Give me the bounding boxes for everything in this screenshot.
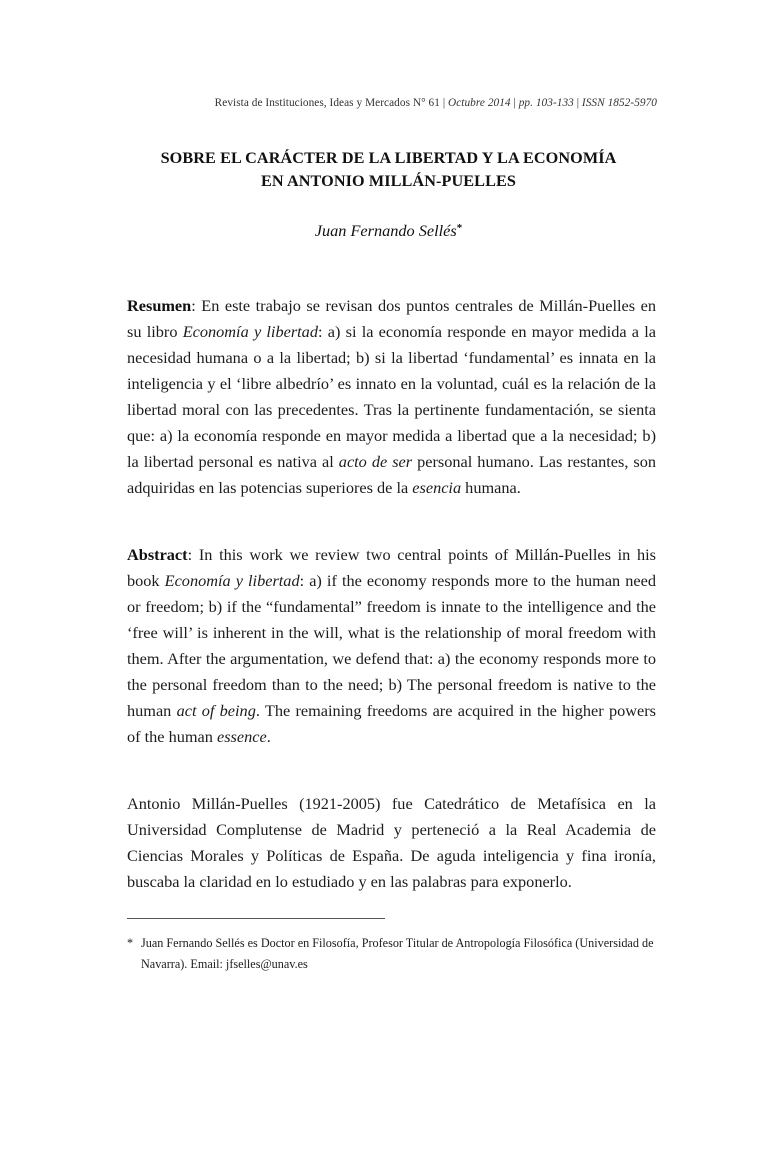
resumen-text: : En este trabajo se revisan dos puntos centrales de Millán-Puelles en su libro (127, 296, 656, 341)
header-separator: | (576, 97, 580, 109)
emphasis: esencia (412, 478, 462, 497)
emphasis: acto de ser (338, 452, 413, 471)
header-separator: | (442, 97, 446, 109)
journal-name: Revista de Instituciones, Ideas y Mercados N° 61 (214, 97, 440, 109)
footnote-marker[interactable]: * (456, 222, 463, 234)
header-separator: | (513, 97, 516, 109)
page-range: pp. 103-133 (518, 97, 574, 109)
resumen-paragraph (127, 293, 656, 501)
abstract-text: . The remaining freedoms are acquired in the higher powers of the human (127, 701, 656, 746)
title-line-2: EN ANTONIO MILLÁN-PUELLES (261, 172, 516, 190)
article-title (120, 147, 657, 193)
resumen-text: personal humano. Las restantes, son adquiridas en las potencias superiores de la (127, 452, 657, 497)
resumen-text: humana. (461, 478, 521, 497)
footnote (127, 933, 656, 975)
abstract-text: . (266, 727, 271, 746)
book-title: Economía y libertad (164, 571, 300, 590)
resumen-text: : a) si la economía responde en mayor medida a la necesidad humana o a la libertad; b) si la libertad ‘fundamental’ es innata en la inteligencia y el ‘libre albedrío’ es innato en la voluntad, cuál es la relación de la libertad moral con las precedentes. Tras la pertinente fundamentación, se sienta que: a) la economía responde en mayor medida a libertad que a la necesidad; b) la libertad personal es nativa al (127, 322, 657, 471)
abstract-paragraph (127, 542, 656, 750)
footnote-text: Juan Fernando Sellés es Doctor en Filosofía, Profesor Titular de Antropología Filosófica (Universidad de Navarra). Email: jfselles@unav.es (141, 936, 654, 971)
emphasis: essence (216, 727, 267, 746)
footnote-mark: * (127, 936, 134, 950)
footnote-divider (127, 918, 385, 919)
issn: ISSN 1852-5970 (581, 97, 657, 109)
author-byline (120, 221, 657, 241)
emphasis: act of being (176, 701, 256, 720)
running-header (120, 97, 657, 109)
resumen-label: Resumen (127, 296, 192, 315)
abstract-label: Abstract (127, 545, 188, 564)
body-paragraph: Antonio Millán-Puelles (1921-2005) fue Catedrático de Metafísica en la Universidad Complutense de Madrid y perteneció a la Real Academia de Ciencias Morales y Políticas de España. De aguda inteligencia y fina ironía, buscaba la claridad en lo estudiado y en las palabras para exponerlo. (127, 794, 656, 891)
title-line-1: SOBRE EL CARÁCTER DE LA LIBERTAD Y LA ECONOMÍA (160, 149, 617, 167)
issue-date: Octubre 2014 (448, 97, 511, 109)
book-title: Economía y libertad (182, 322, 318, 341)
abstract-text: : In this work we review two central points of Millán-Puelles in his book (127, 545, 656, 590)
author-name: Juan Fernando Sellés (314, 221, 457, 240)
abstract-text: : a) if the economy responds more to the human need or freedom; b) if the “fundamental” freedom is innate to the intelligence and the ‘free will’ is inherent in the will, what is the relationship of moral freedom with them. After the argumentation, we defend that: a) the economy responds more to the personal freedom than to the need; b) The personal freedom is native to the human (127, 571, 656, 720)
